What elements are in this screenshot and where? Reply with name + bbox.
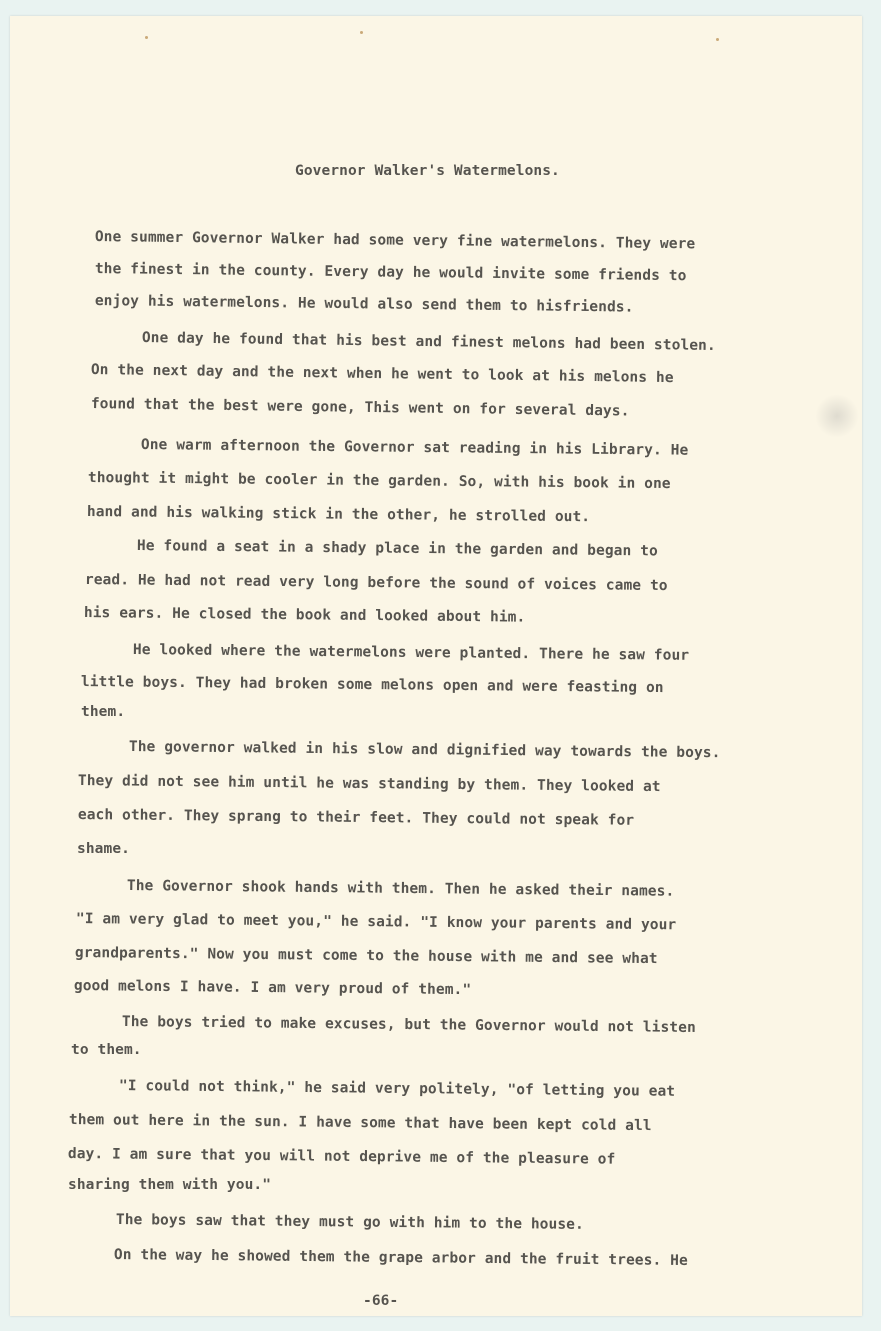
text-line: One day he found that his best and finest melons had been stolen. [141, 330, 716, 355]
text-line: "I could not think," he said very politely, "of letting you eat [118, 1078, 676, 1100]
text-line: The Governor shook hands with them. Then he asked their names. [126, 878, 675, 900]
text-line: They did not see him until he was standing by them. They looked at [77, 773, 661, 796]
text-line: thought it might be cooler in the garden. So, with his book in one [87, 470, 671, 493]
text-line: The governor walked in his slow and dignified way towards the boys. [128, 739, 721, 762]
text-line: sharing them with you." [68, 1177, 272, 1193]
text-line: One summer Governor Walker had some very fine watermelons. They were [94, 229, 696, 253]
text-line: "I am very glad to meet you," he said. "I know your parents and your [75, 911, 677, 934]
text-line: The boys tried to make excuses, but the Governor would not listen [121, 1014, 696, 1037]
text-line: The boys saw that they must go with him to the house. [115, 1212, 584, 1233]
text-line: He found a seat in a shady place in the garden and began to [136, 538, 658, 560]
text-line: hand and his walking stick in the other, he strolled out. [86, 504, 591, 526]
text-line: grandparents." Now you must come to the house with me and see what [74, 945, 658, 968]
paper-speck [145, 36, 148, 39]
text-line: the finest in the county. Every day he would invite some friends to [94, 261, 687, 285]
text-line: little boys. They had broken some melons open and were feasting on [80, 674, 664, 697]
text-line: found that the best were gone, This went on for several days. [90, 396, 630, 420]
text-line: his ears. He closed the book and looked about him. [83, 605, 526, 626]
document-title: Governor Walker's Watermelons. [295, 163, 560, 179]
paper-speck [716, 38, 719, 41]
paper-smudge [815, 394, 859, 438]
text-line: enjoy his watermelons. He would also send them to hisfriends. [94, 293, 634, 316]
text-line: One warm afternoon the Governor sat reading in his Library. He [140, 437, 689, 459]
text-line: read. He had not read very long before the sound of voices came to [84, 572, 668, 595]
text-line: He looked where the watermelons were planted. There he saw four [132, 642, 690, 664]
text-line: day. I am sure that you will not deprive me of the pleasure of [67, 1146, 616, 1168]
paper-speck [360, 31, 363, 34]
text-line: On the next day and the next when he went to look at his melons he [90, 362, 674, 387]
typed-page [10, 16, 862, 1316]
text-line: to them. [71, 1042, 142, 1058]
text-line: each other. They sprang to their feet. They could not speak for [77, 807, 635, 829]
page-number: -66- [363, 1293, 399, 1309]
text-line: them out here in the sun. I have some that have been kept cold all [68, 1112, 652, 1135]
text-line: them. [81, 704, 126, 720]
text-line: On the way he showed them the grape arbor and the fruit trees. He [113, 1247, 688, 1270]
text-line: shame. [77, 841, 130, 857]
text-line: good melons I have. I am very proud of them." [73, 978, 472, 999]
